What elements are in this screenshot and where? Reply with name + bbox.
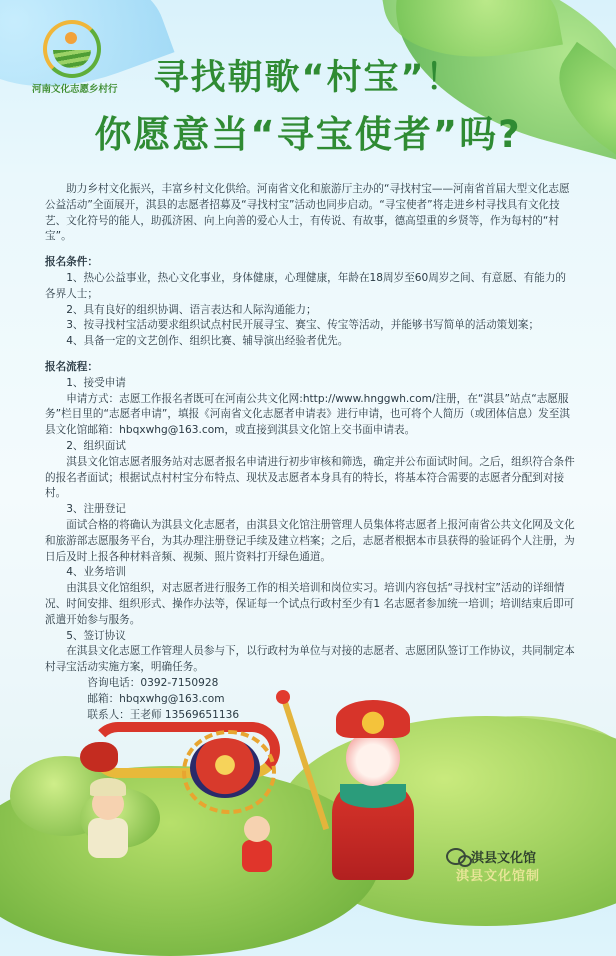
process-step-title: 4、业务培训 (66, 566, 126, 579)
poster-content (45, 182, 575, 723)
process-step-title: 3、注册登记 (66, 503, 126, 516)
requirement-item: 4、具备一定的文艺创作、组织比赛、辅导演出经验者优先。 (66, 335, 349, 348)
intro-paragraph: 助力乡村文化振兴，丰富乡村文化供给。河南省文化和旅游厅主办的“寻找村宝——河南省首届大型文化志愿公益活动”全面展开，淇县的志愿者招募及“寻找村宝”活动也同步启动。“寻宝使者”将走进乡村寻找具有文化技艺、文化符号的能人，助孤济困、向上向善的爱心人士，有传说、有故事，德高望重的乡贤等，作为每村的“村宝”。 (45, 183, 570, 243)
lion-dance-head-illustration (190, 738, 260, 798)
requirement-item: 3、按寻找村宝活动要求组织试点村民开展寻宝、赛宝、传宝等活动，并能够书写简单的活动策划案； (66, 319, 540, 332)
page-title-line-2: 你愿意当“寻宝使者”吗? (94, 113, 522, 156)
page-title-line-1: 寻找朝歌“村宝”！ (153, 58, 463, 98)
process-heading: 报名流程： (45, 360, 98, 373)
requirements-heading: 报名条件： (45, 256, 98, 269)
requirement-item: 2、具有良好的组织协调、语言表达和人际沟通能力； (66, 303, 317, 316)
process-step-text: 在淇县文化志愿工作管理人员参与下，以行政村为单位与对接的志愿者、志愿团队签订工作协议，共同制定本村寻宝活动实施方案，明确任务。 (45, 645, 575, 674)
contact-person: 联系人：王老师 13569651136 (87, 708, 240, 721)
requirement-item: 1、热心公益事业，热心文化事业，身体健康，心理健康，年龄在18周岁至60周岁之间、有意愿、有能力的各界人士； (45, 271, 567, 300)
child-character-illustration (240, 816, 274, 876)
contact-phone: 咨询电话：0392-7150928 (87, 676, 219, 689)
opera-girl-illustration (318, 700, 428, 880)
process-step-text: 申请方式：志愿工作报名者既可在河南公共文化网:http://www.hnggwh.com/注册，在“淇县”站点“志愿服务”栏目里的“志愿者申请”，填报《河南省文化志愿者申请表》进行申请，也可将个人简历（或团体信息）发至淇县文化馆邮箱：hbqxwhg@163.com，或直接到淇县文化馆上交书面申请表。 (45, 392, 570, 437)
process-step-title: 5、签订协议 (66, 629, 126, 642)
process-step-title: 2、组织面试 (66, 439, 126, 452)
watermark-shadow-text: 淇县文化馆制 (456, 869, 541, 884)
staff-ball-illustration (276, 690, 290, 704)
watermark-name: 淇县文化馆 (471, 851, 537, 866)
process-step-text: 淇县文化馆志愿者服务站对志愿者报名申请进行初步审核和筛选，确定并公布面试时间。之后，组织符合条件的报名者面试；根据试点村村宝分布特点、现状及志愿者本身具有的特长，将基本符合需要的志愿者分配到对接村。 (45, 455, 575, 500)
boy-character-illustration (88, 778, 128, 868)
process-step-title: 1、接受申请 (66, 376, 126, 389)
process-step-text: 面试合格的将确认为淇县文化志愿者，由淇县文化馆注册管理人员集体将志愿者上报河南省公共文化网及文化和旅游部志愿服务平台，为其办理注册登记手续及建立档案；之后，志愿者根据本市县获得的验证码个人注册，为日后及时上报各种材料音频、视频、照片资料打开绿色通道。 (45, 518, 575, 563)
process-step-text: 由淇县文化馆组织，对志愿者进行服务工作的相关培训和岗位实习。培训内容包括“寻找村宝”活动的详细情况、时间安排、组织形式、操作办法等，保证每一个试点行政村至少有1 名志愿者参加统一培训；培训结束后即可派遣开始参与服务。 (45, 582, 575, 626)
wechat-icon (446, 848, 466, 865)
contact-email: 邮箱：hbqxwhg@163.com (87, 692, 225, 705)
logo-text: 河南文化志愿乡村行 (32, 84, 118, 95)
watermark (446, 847, 586, 884)
